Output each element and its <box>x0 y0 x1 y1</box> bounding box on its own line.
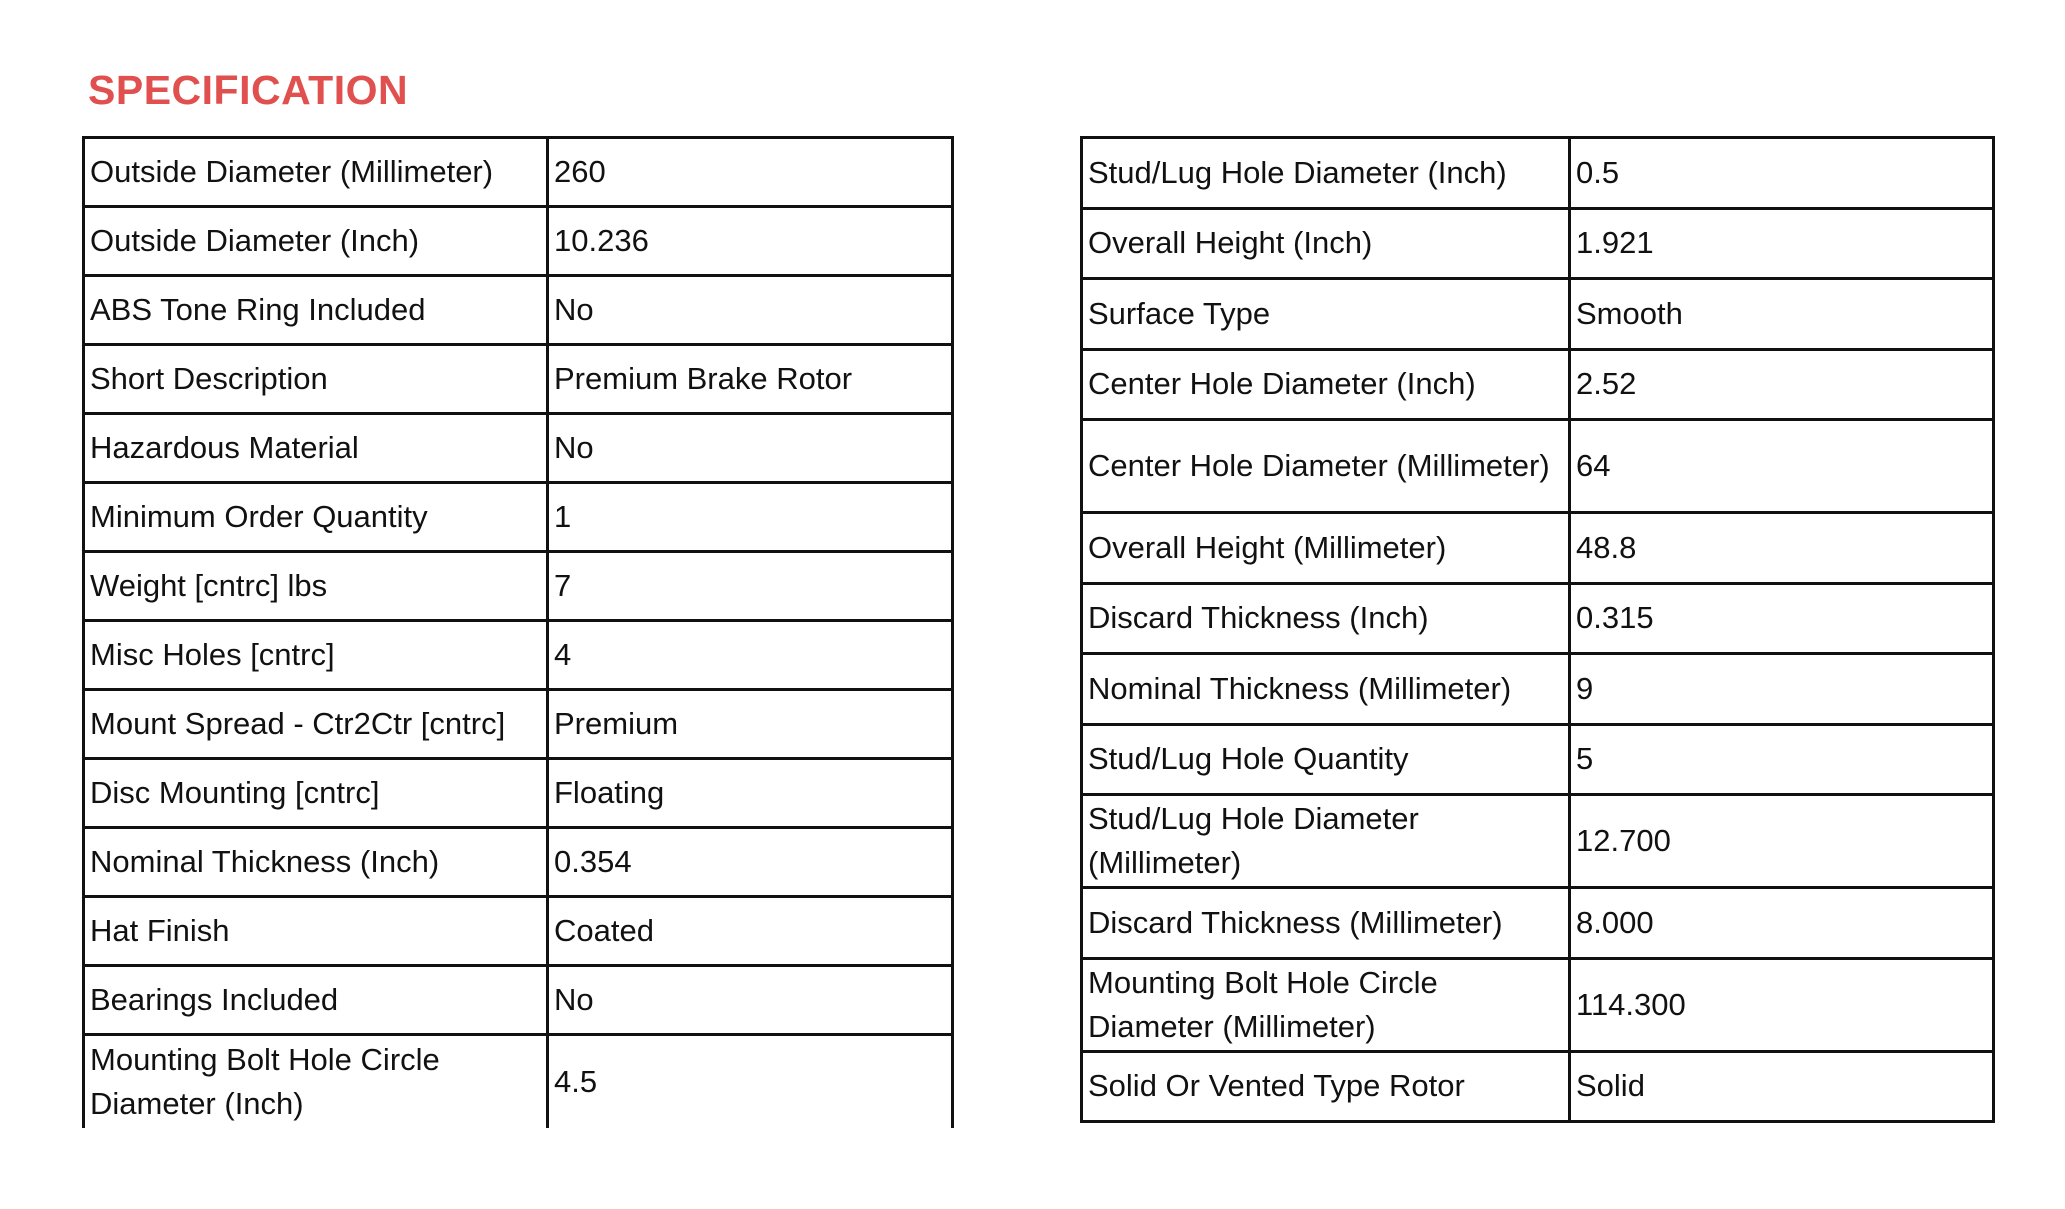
spec-label: Hat Finish <box>84 897 548 966</box>
table-row <box>1082 349 1994 420</box>
table-row <box>1082 583 1994 654</box>
spec-value: 7 <box>548 552 953 621</box>
table-row <box>1082 1051 1994 1122</box>
spec-label: Stud/Lug Hole Diameter (Millimeter) <box>1082 795 1570 888</box>
table-row <box>84 966 953 1035</box>
table-row <box>84 483 953 552</box>
table-row <box>84 621 953 690</box>
spec-value: Coated <box>548 897 953 966</box>
table-row <box>84 690 953 759</box>
table-row <box>1082 724 1994 795</box>
table-row <box>84 759 953 828</box>
spec-label: ABS Tone Ring Included <box>84 276 548 345</box>
spec-label: Mounting Bolt Hole Circle Diameter (Inch) <box>84 1035 548 1128</box>
spec-label: Misc Holes [cntrc] <box>84 621 548 690</box>
spec-label: Weight [cntrc] lbs <box>84 552 548 621</box>
spec-value: 260 <box>548 138 953 207</box>
table-row <box>84 207 953 276</box>
spec-label: Overall Height (Inch) <box>1082 208 1570 279</box>
spec-value: 2.52 <box>1570 349 1994 420</box>
table-row <box>84 414 953 483</box>
spec-value: 1 <box>548 483 953 552</box>
spec-label: Minimum Order Quantity <box>84 483 548 552</box>
spec-value: 12.700 <box>1570 795 1994 888</box>
table-row <box>84 345 953 414</box>
table-row <box>1082 279 1994 350</box>
spec-value: Smooth <box>1570 279 1994 350</box>
spec-label: Outside Diameter (Inch) <box>84 207 548 276</box>
spec-value: 114.300 <box>1570 958 1994 1051</box>
spec-value: 4.5 <box>548 1035 953 1128</box>
spec-label: Hazardous Material <box>84 414 548 483</box>
spec-table-left <box>82 136 954 1128</box>
spec-label: Nominal Thickness (Inch) <box>84 828 548 897</box>
spec-value: 10.236 <box>548 207 953 276</box>
table-row <box>1082 958 1994 1051</box>
table-row <box>84 552 953 621</box>
spec-value: 0.5 <box>1570 138 1994 209</box>
spec-value: Premium <box>548 690 953 759</box>
spec-value: 5 <box>1570 724 1994 795</box>
spec-label: Solid Or Vented Type Rotor <box>1082 1051 1570 1122</box>
table-row <box>1082 420 1994 513</box>
spec-label: Discard Thickness (Millimeter) <box>1082 888 1570 959</box>
table-row <box>1082 208 1994 279</box>
table-row <box>1082 513 1994 584</box>
spec-table-right <box>1080 136 1995 1123</box>
spec-label: Stud/Lug Hole Quantity <box>1082 724 1570 795</box>
spec-value: No <box>548 276 953 345</box>
table-row <box>1082 138 1994 209</box>
spec-label: Disc Mounting [cntrc] <box>84 759 548 828</box>
spec-label: Surface Type <box>1082 279 1570 350</box>
spec-value: 64 <box>1570 420 1994 513</box>
spec-label: Overall Height (Millimeter) <box>1082 513 1570 584</box>
spec-value: No <box>548 966 953 1035</box>
table-row <box>84 828 953 897</box>
spec-value: No <box>548 414 953 483</box>
spec-value: Premium Brake Rotor <box>548 345 953 414</box>
spec-value: 0.315 <box>1570 583 1994 654</box>
spec-value: Solid <box>1570 1051 1994 1122</box>
spec-label: Center Hole Diameter (Millimeter) <box>1082 420 1570 513</box>
table-row <box>1082 888 1994 959</box>
spec-value: 48.8 <box>1570 513 1994 584</box>
spec-label: Nominal Thickness (Millimeter) <box>1082 654 1570 725</box>
spec-label: Mount Spread - Ctr2Ctr [cntrc] <box>84 690 548 759</box>
page-title: SPECIFICATION <box>88 67 409 113</box>
spec-label: Discard Thickness (Inch) <box>1082 583 1570 654</box>
table-row <box>84 1035 953 1128</box>
spec-label: Stud/Lug Hole Diameter (Inch) <box>1082 138 1570 209</box>
spec-label: Short Description <box>84 345 548 414</box>
spec-value: 8.000 <box>1570 888 1994 959</box>
table-row <box>1082 795 1994 888</box>
spec-value: 0.354 <box>548 828 953 897</box>
spec-label: Center Hole Diameter (Inch) <box>1082 349 1570 420</box>
table-row <box>84 897 953 966</box>
spec-value: Floating <box>548 759 953 828</box>
spec-value: 4 <box>548 621 953 690</box>
table-row <box>1082 654 1994 725</box>
spec-value: 9 <box>1570 654 1994 725</box>
spec-label: Outside Diameter (Millimeter) <box>84 138 548 207</box>
table-row <box>84 138 953 207</box>
spec-label: Bearings Included <box>84 966 548 1035</box>
table-row <box>84 276 953 345</box>
spec-value: 1.921 <box>1570 208 1994 279</box>
spec-label: Mounting Bolt Hole Circle Diameter (Millimeter) <box>1082 958 1570 1051</box>
